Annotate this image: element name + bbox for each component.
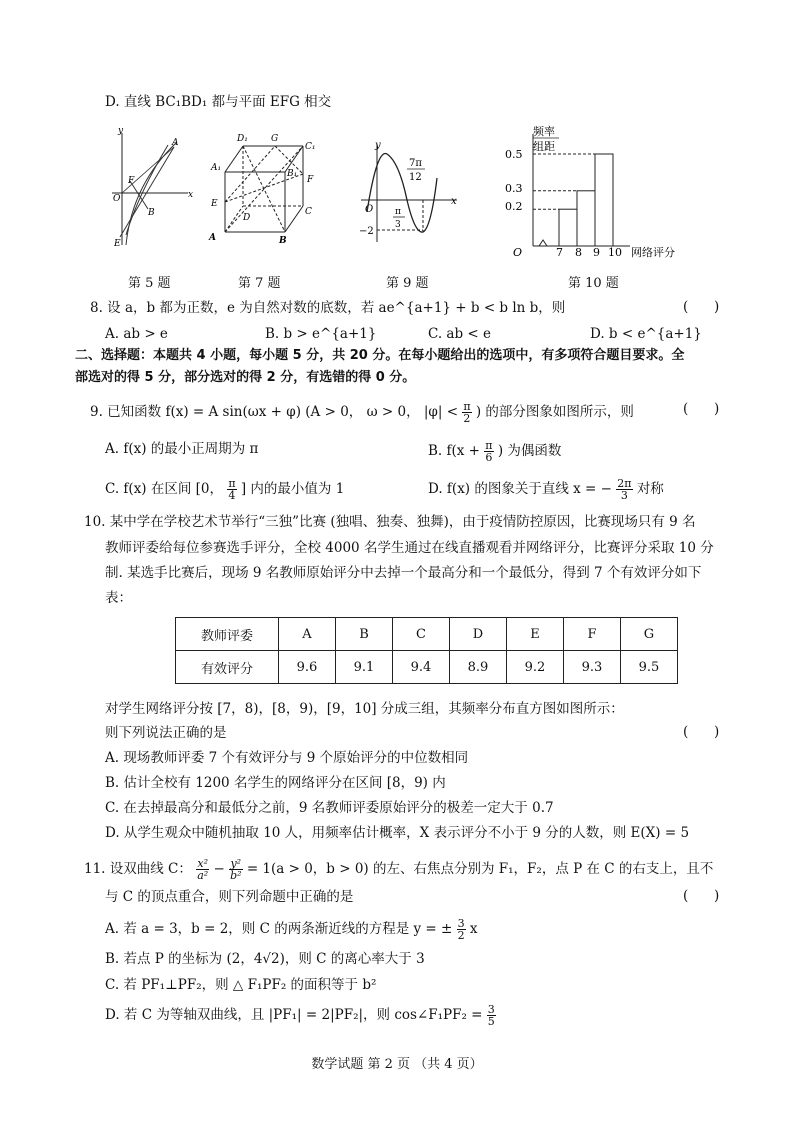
fig9-label-3: 3 bbox=[395, 220, 401, 230]
fig7-section bbox=[225, 146, 275, 202]
q9-option-a: A. f(x) 的最小正周期为 π bbox=[105, 441, 259, 457]
hist-ytick: 0.3 bbox=[505, 182, 523, 195]
section2-header-line1: 二、选择题：本题共 4 小题，每小题 5 分，共 20 分。在每小题给出的选项中，有多项符合题目要求。全 bbox=[75, 348, 685, 363]
q7-option-d: D. 直线 BC₁BD₁ 都与平面 EFG 相交 bbox=[105, 94, 332, 110]
caption-fig10: 第 10 题 bbox=[568, 276, 619, 291]
q10-score-table bbox=[175, 617, 678, 684]
fig5-label-y: y bbox=[118, 126, 124, 136]
fig9-label-neg2: −2 bbox=[359, 226, 374, 237]
q9-option-b: B. f(x + $\frac{\pi}{6}$ ) 为偶函数 bbox=[428, 439, 562, 464]
q11-stem-line2: 与 C 的顶点重合，则下列命题中正确的是 bbox=[105, 889, 354, 905]
fig5-curve-1 bbox=[126, 143, 176, 245]
q11-option-d: D. 若 C 为等轴双曲线，且 |PF₁| = 2|PF₂|，则 cos∠F₁PF₂ = $\frac{3}{5}$ bbox=[105, 1003, 495, 1028]
q8-stem: 8. 设 a，b 都为正数，e 为自然对数的底数，若 ae^{a+1} + b < b ln b，则 bbox=[90, 300, 566, 316]
fig5-line-oa bbox=[122, 147, 174, 193]
fig7-label: G bbox=[271, 134, 279, 144]
q8-answer-paren: ( ) bbox=[683, 299, 720, 315]
hist-ytick: 0.5 bbox=[505, 148, 523, 161]
q11-option-a: A. 若 a = 3，b = 2，则 C 的两条渐近线的方程是 y = ± $\frac{3}{2}$ x bbox=[105, 917, 478, 942]
hist-bar bbox=[577, 191, 595, 246]
fig7-label: E bbox=[211, 199, 218, 209]
fig9-label-y: y bbox=[375, 140, 381, 151]
fig7-label: B₁ bbox=[287, 169, 298, 179]
fig5-label-o: O bbox=[113, 194, 121, 204]
fig7-label: C₁ bbox=[305, 142, 316, 152]
fig9-label-7pi: 7π bbox=[409, 158, 422, 169]
hist-axis-break bbox=[539, 240, 547, 246]
hist-ylabel-bottom: 组距 bbox=[533, 140, 555, 153]
q9-answer-paren: ( ) bbox=[683, 401, 720, 417]
fig5-label-x: x bbox=[188, 190, 194, 200]
q10-stem-line1: 10. 某中学在学校艺术节举行“三独”比赛 (独唱、独奏、独舞)，由于疫情防控原因，比赛现场只有 9 名 bbox=[84, 514, 696, 530]
q10-option-c: C. 在去掉最高分和最低分之前，9 名教师评委原始评分的极差一定大于 0.7 bbox=[105, 800, 554, 816]
fig7-label: A bbox=[209, 233, 216, 243]
fig7-label: D₁ bbox=[237, 134, 248, 144]
fig9-label-x: x bbox=[451, 196, 457, 207]
q10-after-table-1: 对学生网络评分按 [7，8)，[8，9)，[9，10] 分成三组，其频率分布直方图如图所示： bbox=[105, 701, 624, 717]
fig7-label: C bbox=[305, 207, 312, 217]
table-cell: 9.2 bbox=[507, 651, 564, 684]
fig5-label-b: B bbox=[148, 208, 155, 218]
hist-ylabel-top: 频率 bbox=[533, 125, 555, 138]
table-cell: G bbox=[621, 618, 678, 651]
hist-xlabel: 网络评分 bbox=[631, 246, 675, 259]
table-row bbox=[176, 618, 678, 651]
q10-stem-line2: 教师评委给每位参赛选手评分，全校 4000 名学生通过在线直播观看并网络评分，比赛评分采取 10 分 bbox=[105, 540, 714, 556]
q11-option-b: B. 若点 P 的坐标为 (2，4√2)，则 C 的离心率大于 3 bbox=[105, 951, 425, 967]
q9-stem bbox=[90, 401, 634, 424]
table-header-cell: 教师评委 bbox=[176, 618, 279, 651]
table-cell: 9.3 bbox=[564, 651, 621, 684]
fig5-line-ea bbox=[120, 147, 174, 237]
caption-fig7: 第 7 题 bbox=[238, 276, 281, 291]
table-cell: F bbox=[564, 618, 621, 651]
q10-option-b: B. 估计全校有 1200 名学生的网络评分在区间 [8，9) 内 bbox=[105, 775, 446, 791]
table-cell: 8.9 bbox=[450, 651, 507, 684]
q9-option-c: C. f(x) 在区间 [0， $\frac{\pi}{4}$ ] 内的最小值为 1 bbox=[105, 477, 345, 502]
table-row bbox=[176, 651, 678, 684]
table-cell: 9.5 bbox=[621, 651, 678, 684]
table-cell: D bbox=[450, 618, 507, 651]
fig5-label-f: F bbox=[128, 176, 135, 186]
q10-answer-paren: ( ) bbox=[683, 724, 720, 740]
q8-option-c: C. ab < e bbox=[428, 326, 492, 342]
hist-xtick: 8 bbox=[575, 246, 582, 259]
hist-xtick: 7 bbox=[556, 246, 563, 259]
fig7-edge bbox=[285, 206, 303, 232]
figure-9 bbox=[355, 138, 465, 248]
fig9-label-pi: π bbox=[395, 207, 401, 217]
fig5-label-e: E bbox=[114, 239, 121, 249]
q9-stem-a: 9. 已知函数 f(x) = A sin(ωx + φ) bbox=[90, 404, 301, 420]
q8-option-a: A. ab > e bbox=[105, 326, 168, 342]
q11-answer-paren: ( ) bbox=[683, 888, 720, 904]
q8-option-b: B. b > e^{a+1} bbox=[265, 326, 377, 342]
figure-5 bbox=[108, 125, 198, 250]
fig7-hidden-edge bbox=[225, 206, 243, 232]
hist-xtick: 10 bbox=[608, 246, 622, 259]
fig9-label-12: 12 bbox=[409, 172, 422, 183]
hist-xtick: 9 bbox=[593, 246, 600, 259]
fig7-edge bbox=[225, 146, 243, 172]
table-header-cell: 有效评分 bbox=[176, 651, 279, 684]
table-cell: E bbox=[507, 618, 564, 651]
fig5-label-a: A bbox=[172, 138, 179, 148]
hist-ytick: 0.2 bbox=[505, 200, 523, 213]
q10-option-a: A. 现场教师评委 7 个有效评分与 9 个原始评分的中位数相同 bbox=[105, 750, 469, 766]
fig7-label: A₁ bbox=[211, 163, 222, 173]
caption-fig5: 第 5 题 bbox=[128, 276, 171, 291]
hist-origin: O bbox=[513, 246, 523, 259]
figure-7 bbox=[205, 130, 330, 248]
figure-10-histogram bbox=[505, 124, 695, 260]
table-cell: A bbox=[279, 618, 336, 651]
fig9-label-o: O bbox=[365, 204, 374, 215]
hist-bar bbox=[559, 209, 577, 246]
table-cell: B bbox=[336, 618, 393, 651]
q10-stem-line4: 表： bbox=[105, 590, 132, 606]
table-cell: 9.1 bbox=[336, 651, 393, 684]
q8-option-d: D. b < e^{a+1} bbox=[590, 326, 702, 342]
caption-fig9: 第 9 题 bbox=[386, 276, 429, 291]
q9-stem-c: ) 的部分图象如图所示，则 bbox=[475, 404, 634, 420]
hist-bars bbox=[533, 154, 613, 246]
q9-stem-frac: $\frac{\pi}{2}$ bbox=[463, 400, 471, 425]
fig7-label: F bbox=[307, 175, 314, 185]
section2-header-line2: 部选对的得 5 分，部分选对的得 2 分，有选错的得 0 分。 bbox=[75, 370, 416, 385]
hist-bar bbox=[595, 154, 613, 246]
q11-stem-line1: 11. 设双曲线 C： $\frac{\text{x²}}{\text{a²}}$ − $\frac{\text{y²}}{\text{b²}}$ = 1(a > 0，b > 0) 的左、右焦点分别为 F₁，F₂，点 P 在 C 的右支上，且不 bbox=[84, 857, 714, 882]
q10-option-d: D. 从学生观众中随机抽取 10 人，用频率估计概率，X 表示评分不小于 9 分的人数，则 E(X) = 5 bbox=[105, 825, 690, 841]
q9-option-d: D. f(x) 的图象关于直线 x = − $\frac{2\pi}{3}$ 对称 bbox=[428, 477, 664, 502]
q10-stem-line3: 制. 某选手比赛后，现场 9 名教师原始评分中去掉一个最高分和一个最低分，得到 7 个有效评分如下 bbox=[105, 565, 702, 581]
fig7-label: D bbox=[243, 213, 251, 223]
q9-stem-b: (A > 0， ω > 0， |φ| < bbox=[305, 404, 459, 420]
table-cell: 9.6 bbox=[279, 651, 336, 684]
q11-option-c: C. 若 PF₁⊥PF₂，则 △ F₁PF₂ 的面积等于 b² bbox=[105, 977, 377, 993]
fig7-label: B bbox=[279, 236, 287, 246]
page-footer: 数学试题 第 2 页 （共 4 页） bbox=[311, 1057, 483, 1072]
q10-after-table-2: 则下列说法正确的是 bbox=[105, 725, 227, 741]
table-cell: 9.4 bbox=[393, 651, 450, 684]
table-cell: C bbox=[393, 618, 450, 651]
